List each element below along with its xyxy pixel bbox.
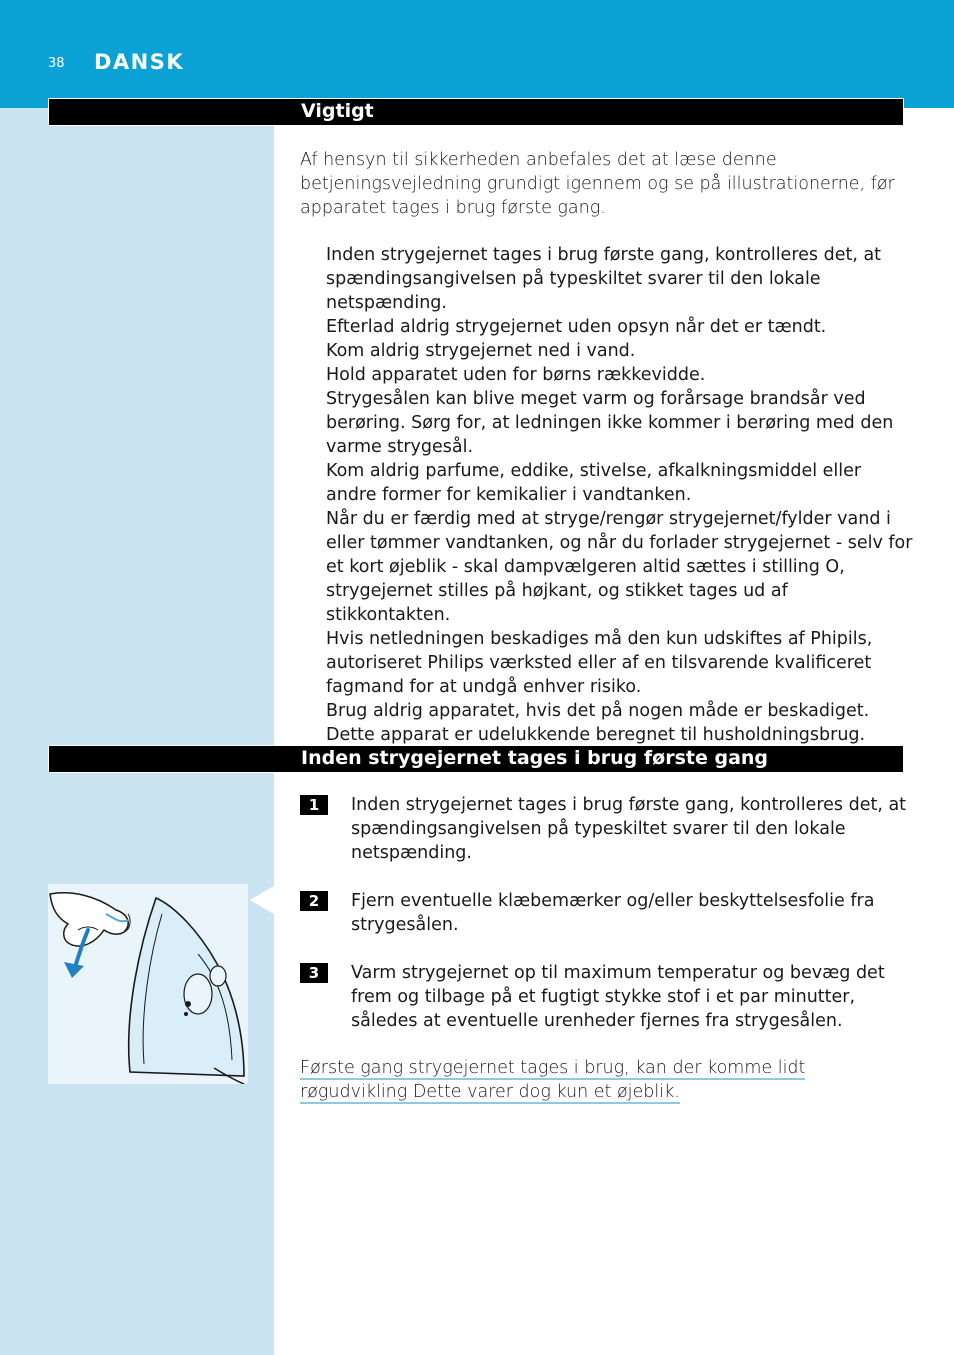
section-bar-first-use: [48, 745, 904, 773]
language-heading: DANSK: [94, 50, 185, 74]
step-number: 2: [300, 891, 328, 911]
list-item: Når du er færdig med at stryge/rengør strygejernet/fylder vand i eller tømmer vandtanken, og når du forlader strygejernet - selv for et kort øjeblik - skal dampvælgeren altid sættes i stilling O, strygejernet stilles på højkant, og stikket tages ud af stikkontakten.: [326, 509, 913, 625]
left-margin-column: [0, 108, 274, 1355]
intro-paragraph: Af hensyn til sikkerheden anbefales det at læse denne betjeningsvejledning grundigt igennem og se på illustrationerne, før apparatet tages i brug første gang.: [300, 150, 895, 218]
section-bar-important: [48, 98, 904, 126]
list-item: Efterlad aldrig strygejernet uden opsyn når det er tændt.: [326, 317, 827, 337]
note-text: Første gang strygejernet tages i brug, kan der komme lidt røgudvikling Dette varer dog kun et øjeblik.: [300, 1058, 806, 1102]
page-number: 38: [48, 56, 65, 71]
step-number: 3: [300, 963, 328, 983]
iron-illustration: [48, 884, 248, 1084]
list-item: Kom aldrig strygejernet ned i vand.: [326, 341, 636, 361]
step-text: Inden strygejernet tages i brug første gang, kontrolleres det, at spændingsangivelsen på typeskiltet svarer til den lokale netspænding.: [351, 795, 907, 863]
step-text: Fjern eventuelle klæbemærker og/eller beskyttelsesfolie fra strygesålen.: [351, 891, 875, 935]
section-title-first-use: Inden strygejernet tages i brug første gang: [301, 747, 769, 769]
list-item: Inden strygejernet tages i brug første gang, kontrolleres det, at spændingsangivelsen på typeskiltet svarer til den lokale netspænding.: [326, 245, 882, 313]
illustration-pointer: [250, 886, 274, 914]
section-title-important: Vigtigt: [301, 100, 374, 122]
list-item: Strygesålen kan blive meget varm og forårsage brandsår ved berøring. Sørg for, at ledningen ikke kommer i berøring med den varme strygesål.: [326, 389, 894, 457]
list-item: Hold apparatet uden for børns rækkevidde.: [326, 365, 706, 385]
note-paragraph: [300, 1056, 900, 1104]
step-number: 1: [300, 795, 328, 815]
list-item: Hvis netledningen beskadiges må den kun udskiftes af Phipils, autoriseret Philips værksted eller af en tilsvarende kvalificeret fagmand for at undgå enhver risiko.: [326, 629, 873, 697]
list-item: Kom aldrig parfume, eddike, stivelse, afkalkningsmiddel eller andre former for kemikalier i vandtanken.: [326, 461, 862, 505]
hand-holding-iron-icon: [48, 884, 248, 1084]
list-item: Brug aldrig apparatet, hvis det på nogen måde er beskadiget.: [326, 701, 870, 721]
step-text: Varm strygejernet op til maximum temperatur og bevæg det frem og tilbage på et fugtigt stykke stof i et par minutter, således at eventuelle urenheder fjernes fra strygesålen.: [351, 963, 885, 1031]
list-item: Dette apparat er udelukkende beregnet til husholdningsbrug.: [326, 725, 866, 745]
safety-list: [326, 243, 916, 747]
